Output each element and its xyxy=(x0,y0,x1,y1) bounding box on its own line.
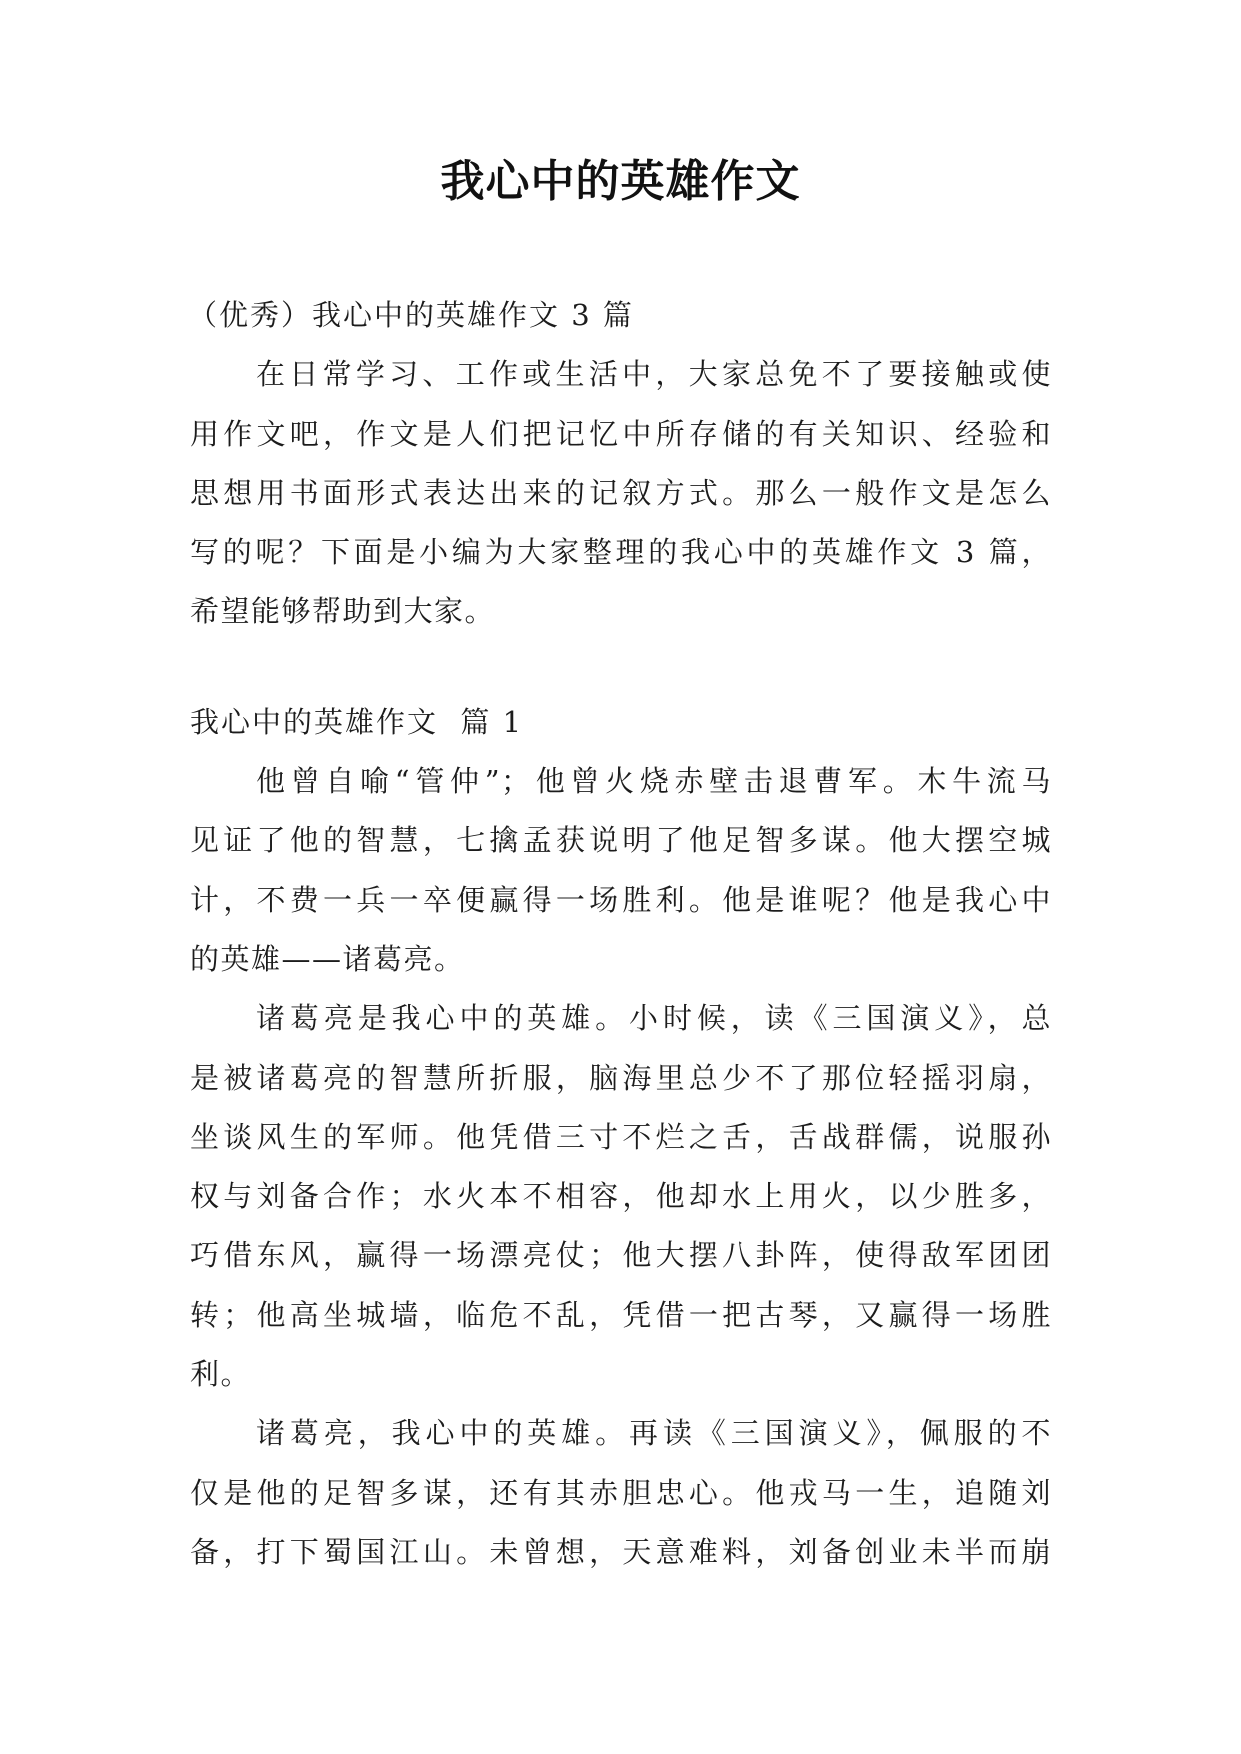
paragraph-line: 坐谈风生的军师。他凭借三寸不烂之舌，舌战群儒，说服孙 xyxy=(190,1119,1052,1154)
paragraph-line: 诸葛亮，我心中的英雄。再读《三国演义》，佩服的不 xyxy=(256,1416,1052,1451)
paragraph-line: 巧借东风，赢得一场漂亮仗；他大摆八卦阵，使得敌军团团 xyxy=(190,1238,1052,1273)
paragraph-line: 用作文吧，作文是人们把记忆中所存储的有关知识、经验和 xyxy=(190,416,1052,451)
document-body xyxy=(190,286,1052,1582)
essay-heading: 我心中的英雄作文 篇 1 xyxy=(190,704,524,739)
document-title: 我心中的英雄作文 xyxy=(440,156,801,207)
essay1-paragraph-2 xyxy=(190,989,1052,1404)
document-subtitle: （优秀）我心中的英雄作文 3 篇 xyxy=(188,298,634,332)
paragraph-line: 权与刘备合作；水火本不相容，他却水上用火，以少胜多， xyxy=(190,1179,1052,1214)
paragraph-line: 写的呢？下面是小编为大家整理的我心中的英雄作文 3 篇， xyxy=(190,535,1052,570)
paragraph-line: 的英雄——诸葛亮。 xyxy=(190,941,465,976)
paragraph-line: 计，不费一兵一卒便赢得一场胜利。他是谁呢？他是我心中 xyxy=(190,882,1052,917)
paragraph-line: 利。 xyxy=(190,1357,252,1392)
paragraph-line: 在日常学习、工作或生活中，大家总免不了要接触或使 xyxy=(256,357,1052,392)
paragraph-line: 仅是他的足智多谋，还有其赤胆忠心。他戎马一生，追随刘 xyxy=(190,1475,1052,1510)
paragraph-line: 希望能够帮助到大家。 xyxy=(190,594,496,629)
paragraph-line: 备，打下蜀国江山。未曾想，天意难料，刘备创业未半而崩 xyxy=(190,1534,1052,1569)
section-spacer xyxy=(190,642,1052,693)
paragraph-line: 见证了他的智慧，七擒孟获说明了他足智多谋。他大摆空城 xyxy=(190,823,1052,858)
paragraph-line: 他曾自喻“管仲”；他曾火烧赤壁击退曹军。木牛流马 xyxy=(256,764,1052,799)
essay1-paragraph-1 xyxy=(190,752,1052,989)
intro-paragraph xyxy=(190,345,1052,641)
paragraph-line: 诸葛亮是我心中的英雄。小时候，读《三国演义》，总 xyxy=(256,1001,1052,1036)
paragraph-line: 是被诸葛亮的智慧所折服，脑海里总少不了那位轻摇羽扇， xyxy=(190,1060,1052,1095)
paragraph-line: 转；他高坐城墙，临危不乱，凭借一把古琴，又赢得一场胜 xyxy=(190,1297,1052,1332)
paragraph-line: 思想用书面形式表达出来的记叙方式。那么一般作文是怎么 xyxy=(190,475,1052,510)
essay1-paragraph-3 xyxy=(190,1404,1052,1582)
